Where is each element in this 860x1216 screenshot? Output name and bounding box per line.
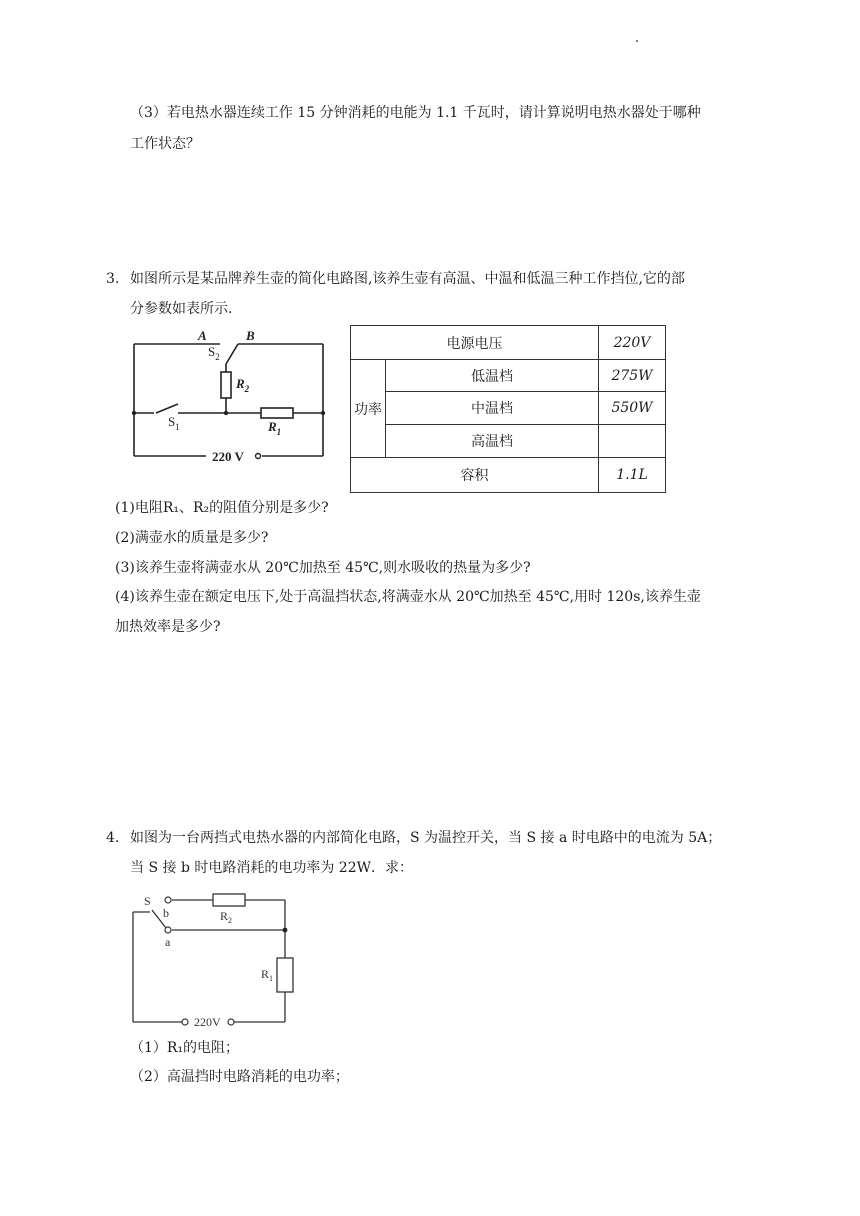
q4-label-a: a bbox=[165, 935, 171, 949]
q4-number: 4. bbox=[106, 830, 120, 846]
q3-intro-line1: 如图所示是某品牌养生壶的简化电路图,该养生壶有高温、中温和低温三种工作挡位,它的部 bbox=[130, 271, 685, 287]
q4-contact-a bbox=[165, 927, 171, 933]
q3-junction-dot bbox=[224, 411, 228, 415]
q4-label-voltage: 220V bbox=[194, 1015, 221, 1029]
q4-intro-line2: 当 S 接 b 时电路消耗的电功率为 22W．求： bbox=[130, 860, 414, 876]
q4-part1: （1）R₁的电阻； bbox=[130, 1040, 240, 1056]
q4-label-S: S bbox=[144, 894, 151, 908]
q3-part3: (3)该养生壶将满壶水从 20℃加热至 45℃,则水吸收的热量为多少? bbox=[115, 560, 531, 576]
q4-circuit-diagram bbox=[126, 890, 301, 1030]
q4-label-R2: $R_2$ bbox=[220, 909, 233, 925]
q3-label-A: A bbox=[198, 328, 207, 343]
q4-contact-b bbox=[165, 897, 171, 903]
prev-q-part3-line2: 工作状态？ bbox=[130, 136, 200, 152]
table-supply-value: 220V bbox=[599, 326, 666, 360]
q3-terminal-dot bbox=[256, 454, 261, 459]
table-volume-label: 容积 bbox=[351, 458, 599, 493]
q3-parameter-table bbox=[350, 325, 666, 493]
table-high-label: 高温档 bbox=[386, 425, 599, 458]
q3-intro-line2: 分参数如表所示. bbox=[130, 301, 233, 317]
q3-label-voltage: 220 V bbox=[212, 449, 244, 464]
q3-circuit-diagram bbox=[126, 326, 336, 466]
q3-label-S2: $S_2$ bbox=[208, 344, 220, 362]
q3-part2: (2)满壶水的质量是多少? bbox=[115, 530, 269, 546]
q3-label-B: B bbox=[246, 328, 255, 343]
q4-intro-line1: 如图为一台两挡式电热水器的内部简化电路，S 为温控开关，当 S 接 a 时电路中的电流为 5A； bbox=[130, 830, 722, 846]
page-dot bbox=[636, 40, 638, 42]
prev-q-part3-line1: （3）若电热水器连续工作 15 分钟消耗的电能为 1.1 千瓦时，请计算说明电热水器处于哪种 bbox=[130, 105, 701, 121]
table-low-value: 275W bbox=[599, 360, 666, 392]
table-volume-value: 1.1L bbox=[599, 458, 666, 493]
q3-junction-dot bbox=[321, 411, 325, 415]
table-high-value bbox=[599, 425, 666, 458]
table-supply-label: 电源电压 bbox=[351, 326, 599, 360]
q4-label-R1: $R_1$ bbox=[261, 967, 274, 983]
q4-label-b: b bbox=[163, 906, 169, 920]
q3-label-R2: $R_2$ bbox=[236, 376, 250, 394]
q3-part1: (1)电阻R₁、R₂的阻值分别是多少? bbox=[115, 500, 329, 516]
table-power-label: 功率 bbox=[351, 360, 386, 458]
q4-terminal-left bbox=[182, 1019, 188, 1025]
table-mid-label: 中温档 bbox=[386, 392, 599, 425]
q3-label-R1: $R_1$ bbox=[268, 419, 282, 437]
q3-number: 3. bbox=[106, 271, 120, 287]
q4-terminal-right bbox=[228, 1019, 234, 1025]
table-mid-value: 550W bbox=[599, 392, 666, 425]
q3-part4-line2: 加热效率是多少? bbox=[115, 619, 221, 635]
table-low-label: 低温档 bbox=[386, 360, 599, 392]
q3-junction-dot bbox=[132, 411, 136, 415]
q4-junction-dot bbox=[283, 928, 288, 933]
q3-part4-line1: (4)该养生壶在额定电压下,处于高温挡状态,将满壶水从 20℃加热至 45℃,用时 120s,该养生壶 bbox=[115, 589, 701, 605]
q3-label-S1: $S_1$ bbox=[168, 414, 180, 432]
q4-part2: （2）高温挡时电路消耗的电功率； bbox=[130, 1069, 349, 1085]
